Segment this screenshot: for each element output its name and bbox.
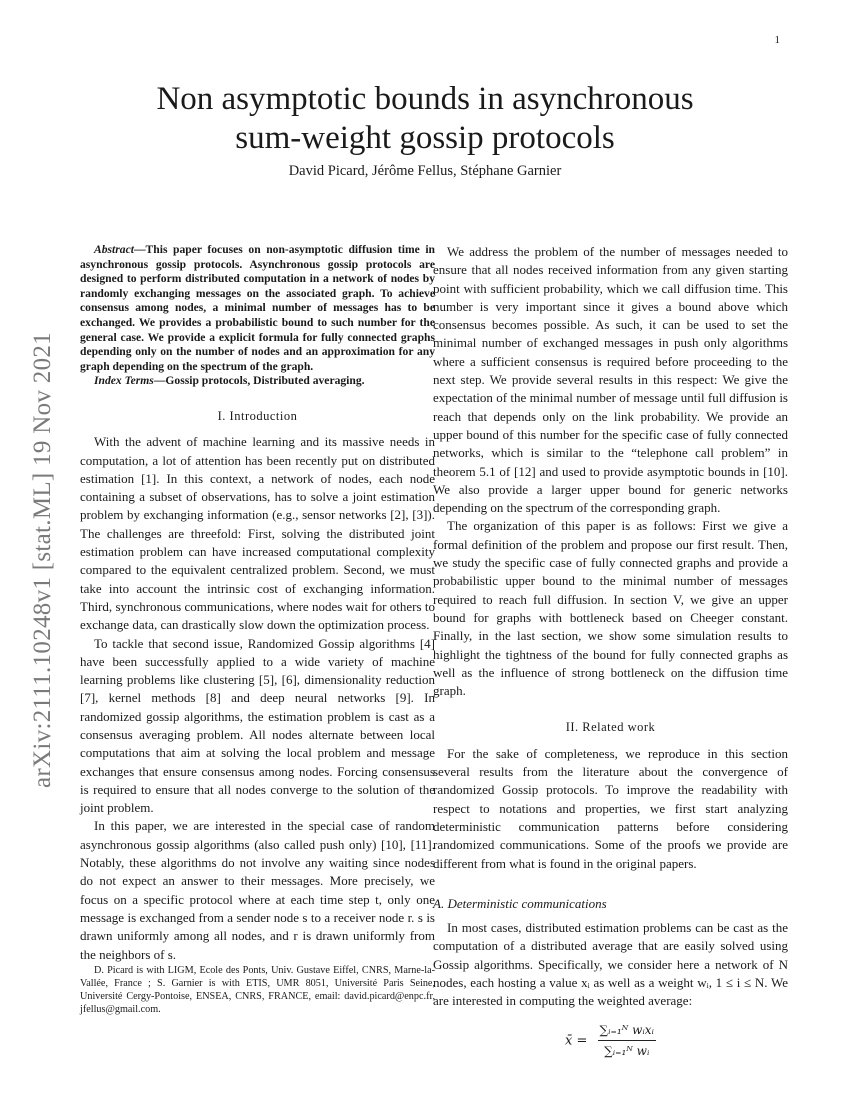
abstract bbox=[80, 243, 435, 374]
title-line-2: sum-weight gossip protocols bbox=[235, 120, 615, 156]
intro-paragraph-2: To tackle that second issue, Randomized Gossip algorithms [4] have been successfully applied to a wide variety of machine learning problems like clustering [5], [6], dimensionality reduction [7], kernel methods [8] and deep neural networks [9]. In randomized gossip algorithms, the estimation problem is cast as a consensus averaging problem. All nodes alternate between local computations that aim at solving the local problem and message exchanges that ensure consensus among nodes. Forcing consensus is required to ensure that all nodes converge to the solution of the joint problem. bbox=[80, 635, 435, 816]
formula-fraction bbox=[598, 1021, 656, 1061]
formula-lhs: x̄ = bbox=[565, 1032, 588, 1048]
subsection-heading-deterministic: A. Deterministic communications bbox=[433, 895, 607, 911]
intro-paragraph-3: In this paper, we are interested in the special case of random asynchronous gossip algorithms (also called push only) [10], [11]. Notably, these algorithms do not involve any waiting since nodes do not expect an answer to their messages. More precisely, we focus on a specific protocol where at each time step t, only one message is exchanged from a sender node s to a receiver node r. s is drawn uniformly among all nodes, and r is drawn uniformly from the neighbors of s. bbox=[80, 818, 435, 962]
paper-title bbox=[0, 80, 850, 158]
index-terms-text: —Gossip protocols, Distributed averaging. bbox=[153, 374, 365, 388]
related-paragraph-1: For the sake of completeness, we reproduce in this section several results from the literature about the convergence of randomized Gossip protocols. To improve the readability with respect to notations and properties, we first start analyzing deterministic communication patterns before considering randomized communications. Some of the proofs we provide are different from what is found in the original papers. bbox=[433, 745, 788, 871]
intro-paragraph-5: The organization of this paper is as follows: First we give a formal definition of the problem and propose our first result. Then, we study the specific case of fully connected graphs and provide a probabilistic upper bound to the minimal number of messages required to reach full diffusion. In section V, we give an upper bound for graphs with bottleneck based on Cheeger constant. Finally, in the last section, we show some simulation results to highlight the tightness of the bound for fully connected graphs as well as the influence of strong bottleneck on the diffusion time graph. bbox=[433, 518, 788, 699]
index-terms bbox=[80, 374, 435, 389]
abstract-label: Abstract bbox=[94, 243, 134, 256]
deterministic-paragraph-1: In most cases, distributed estimation problems can be cast as the computation of a distributed average that are easily solved using Gossip algorithms. Specifically, we consider here a network of N nodes, each hosting a value xᵢ as well as a weight wᵢ, 1 ≤ i ≤ N. We are interested in computing the weighted average: bbox=[433, 920, 788, 1009]
section-heading-introduction: I. Introduction bbox=[217, 408, 298, 423]
intro-paragraph-4: We address the problem of the number of messages needed to ensure that all nodes received information from any given starting point with sufficient probability, which we call diffusion time. This number is very important since it gives a bound above which consensus becomes possible. As such, it can be used to set the minimal number of exchanged messages in push only algorithms where a sufficient consensus is required before proceeding to the next step. We provide several results in this respect: We give the expectation of the minimal number of message until full diffusion is reach that depends only on the link probability. We provide an upper bound of this number for the specific case of fully connected networks, which is similar to the “telephone call problem” in theorem 5.1 of [12] and used to provide asymptotic bounds in [10]. We also provide a larger upper bound for generic networks depending on the spectrum of the corresponding graph. bbox=[433, 244, 788, 516]
abstract-text: —This paper focuses on non-asymptotic diffusion time in asynchronous gossip protocols. Asynchronous gossip protocols are designed to perform distributed computation in a network of nodes by randomly exchanging messages on the associated graph. To achieve consensus among nodes, a minimal number of messages has to be exchanged. We provides a probabilistic bound to such number for the general case. We provide a explicit formula for fully connected graphs depending only on the number of nodes and an approximation for any graph depending on the spectrum of the graph. bbox=[80, 243, 435, 373]
arxiv-identifier bbox=[18, 280, 68, 840]
arxiv-identifier-text: arXiv:2111.10248v1 [stat.ML] 19 Nov 2021 bbox=[29, 332, 56, 788]
intro-paragraph-1: With the advent of machine learning and its massive needs in computation, a lot of attention has been recently put on distributed estimation [1]. In this context, a network of nodes, each node containing a subset of observations, has to solve a joint estimation problem by exchanging information (e.g., sensor networks [2], [3]). The challenges are threefold: First, solving the distributed joint estimation problem can have increased computational complexity compared to the equivalent centralized problem. Second, we must take into account the intrinsic cost of exchanging information. Third, synchronous communications, where nodes wait for others to exchange data, can drastically slow down the optimization process. bbox=[80, 434, 435, 633]
page-number: 1 bbox=[774, 34, 780, 46]
formula-denominator: ∑ᵢ₌₁ᴺ wᵢ bbox=[604, 1043, 650, 1058]
right-column bbox=[433, 243, 788, 1060]
index-terms-label: Index Terms bbox=[94, 374, 154, 388]
author-footnote: D. Picard is with LIGM, Ecole des Ponts, Univ. Gustave Eiffel, CNRS, Marne-la-Vallée, France ; S. Garnier is with ETIS, UMR 8051, Université Paris Seine, Université Cergy-Pontoise, ENSEA, CNRS, FRANCE, email: david.picard@enpc.fr, jfellus@gmail.com. bbox=[80, 964, 435, 1015]
formula-numerator: ∑ᵢ₌₁ᴺ wᵢxᵢ bbox=[598, 1021, 656, 1041]
section-heading-related-work: II. Related work bbox=[565, 720, 656, 735]
author-list: David Picard, Jérôme Fellus, Stéphane Garnier bbox=[288, 163, 562, 179]
title-line-1: Non asymptotic bounds in asynchronous bbox=[156, 81, 694, 117]
left-column bbox=[80, 243, 435, 1016]
weighted-average-formula bbox=[433, 1021, 788, 1061]
